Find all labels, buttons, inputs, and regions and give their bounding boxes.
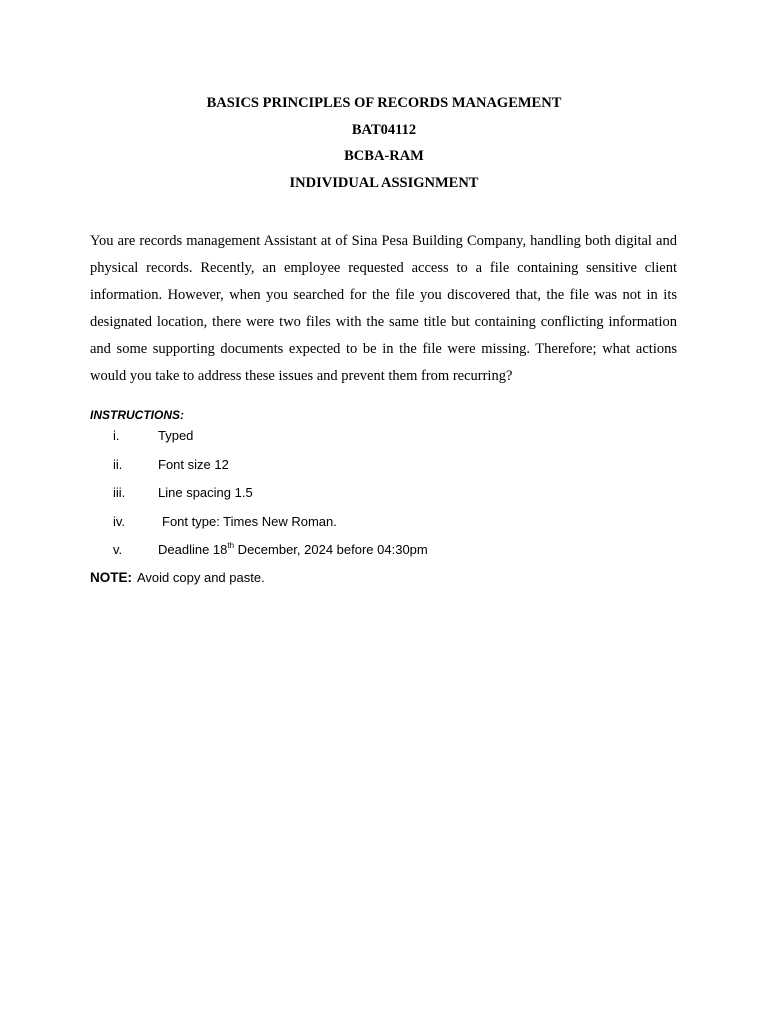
- list-item-number: v.: [113, 542, 123, 557]
- list-item-text: Typed: [158, 428, 194, 443]
- list-item-number: ii.: [113, 456, 123, 472]
- list-item: [90, 455, 678, 484]
- note-text: Avoid copy and paste.: [137, 570, 265, 585]
- list-item: [90, 512, 678, 541]
- list-item-text: Line spacing 1.5: [158, 485, 253, 500]
- instructions-heading: INSTRUCTIONS:: [90, 408, 184, 422]
- list-item-number: iv.: [113, 513, 126, 529]
- assignment-type: INDIVIDUAL ASSIGNMENT: [289, 175, 479, 192]
- list-item-number: i.: [113, 428, 120, 443]
- instructions-list: [90, 426, 678, 569]
- deadline-date: Deadline 18: [158, 542, 228, 557]
- ordinal-suffix: th: [227, 541, 235, 550]
- course-title: BASICS PRINCIPLES OF RECORDS MANAGEMENT: [206, 95, 562, 111]
- list-item-text: Font type: Times New Roman.: [162, 513, 337, 529]
- document-header: [90, 90, 678, 197]
- course-code: BAT04112: [351, 121, 417, 138]
- note-line: [90, 568, 265, 588]
- list-item: [90, 483, 678, 512]
- list-item: [90, 426, 678, 455]
- note-label: NOTE:: [90, 570, 132, 585]
- list-item-number: iii.: [113, 485, 126, 500]
- program-name: BCBA-RAM: [344, 148, 424, 165]
- list-item-text: Font size 12: [158, 456, 229, 472]
- list-item: [90, 540, 678, 569]
- scenario-paragraph: You are records management Assistant at of Sina Pesa Building Company, handling both digital and physical records. Recently, an employee requested access to a file containing sensitive client information. However, when you searched for the file you discovered that, the file was not in its designated location, there were two files with the same title but containing conflicting information and some supporting documents expected to be in the file were missing. Therefore; what actions would you take to address these issues and prevent them from recurring?: [90, 233, 677, 384]
- deadline-text: [158, 540, 428, 560]
- deadline-rest: December, 2024 before 04:30pm: [234, 542, 428, 557]
